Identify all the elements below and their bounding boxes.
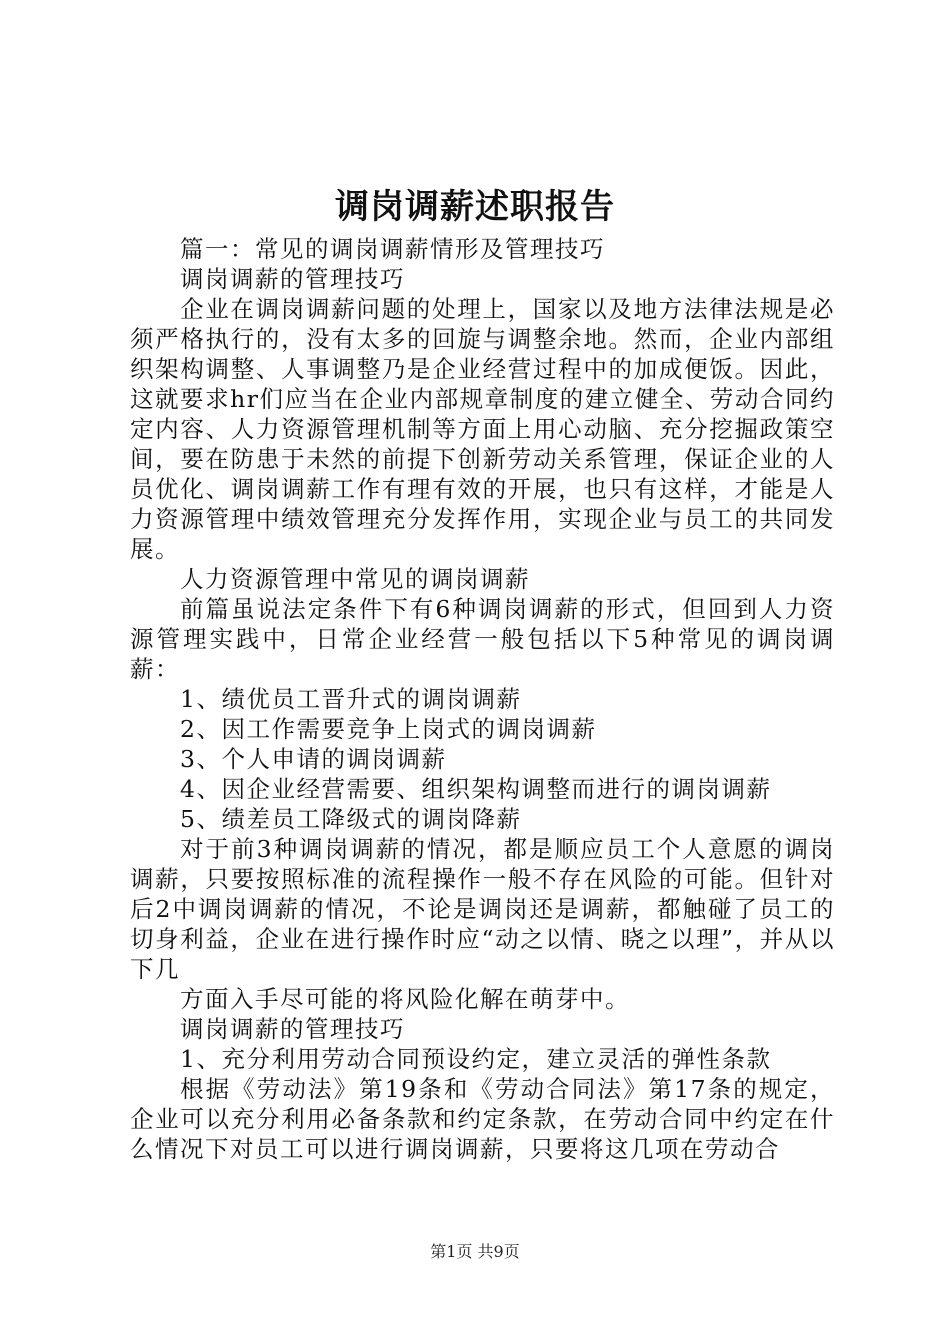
paragraph-subheading: 1、充分利用劳动合同预设约定，建立灵活的弹性条款 (180, 1045, 772, 1073)
list-item: 1、绩优员工晋升式的调岗调薪 (180, 685, 522, 713)
paragraph-section-heading: 篇一：常见的调岗调薪情形及管理技巧 (180, 235, 605, 263)
page-footer: 第1页 共9页 (430, 1242, 520, 1261)
document-title: 调岗调薪述职报告 (335, 187, 615, 227)
document-body (130, 234, 835, 1164)
paragraph-body: 方面入手尽可能的将风险化解在萌芽中。 (180, 985, 630, 1013)
list-item: 4、因企业经营需要、组织架构调整而进行的调岗调薪 (180, 775, 772, 803)
list-item: 3、个人申请的调岗调薪 (180, 745, 447, 773)
paragraph-subheading: 调岗调薪的管理技巧 (180, 265, 405, 293)
list-item: 2、因工作需要竞争上岗式的调岗调薪 (180, 715, 597, 743)
paragraph-body: 根据《劳动法》第19条和《劳动合同法》第17条的规定，企业可以充分利用必备条款和约定条款，在劳动合同中约定在什么情况下对员工可以进行调岗调薪，只要将这几项在劳动合 (130, 1075, 835, 1163)
list-item: 5、绩差员工降级式的调岗降薪 (180, 805, 522, 833)
paragraph-body: 对于前3种调岗调薪的情况，都是顺应员工个人意愿的调岗调薪，只要按照标准的流程操作一般不存在风险的可能。但针对后2中调岗调薪的情况，不论是调岗还是调薪，都触碰了员工的切身利益，企业在进行操作时应“动之以情、晓之以理”，并从以下几 (130, 835, 835, 983)
paragraph-body: 前篇虽说法定条件下有6种调岗调薪的形式，但回到人力资源管理实践中，日常企业经营一般包括以下5种常见的调岗调薪： (130, 595, 835, 683)
paragraph-subheading: 人力资源管理中常见的调岗调薪 (180, 565, 530, 593)
paragraph-subheading: 调岗调薪的管理技巧 (180, 1015, 405, 1043)
paragraph-body: 企业在调岗调薪问题的处理上，国家以及地方法律法规是必须严格执行的，没有太多的回旋与调整余地。然而，企业内部组织架构调整、人事调整乃是企业经营过程中的加成便饭。因此，这就要求hr们应当在企业内部规章制度的建立健全、劳动合同约定内容、人力资源管理机制等方面上用心动脑、充分挖掘政策空间，要在防患于未然的前提下创新劳动关系管理，保证企业的人员优化、调岗调薪工作有理有效的开展，也只有这样，才能是人力资源管理中绩效管理充分发挥作用，实现企业与员工的共同发展。 (130, 295, 835, 563)
